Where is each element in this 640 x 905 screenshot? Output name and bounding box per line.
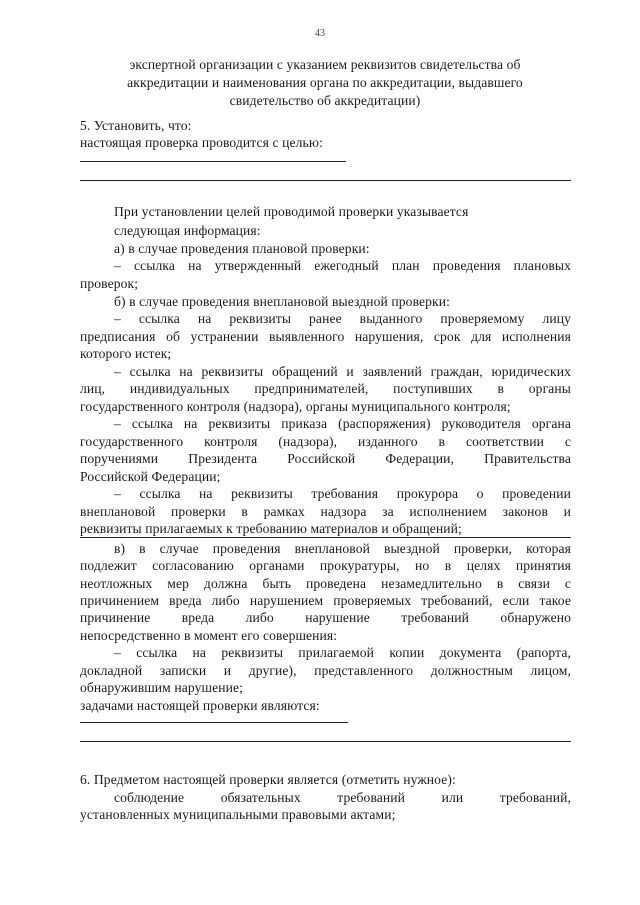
intro-line: экспертной организации с указанием реквизитов свидетельства об [129, 57, 521, 72]
goals-line: государственного контроля (надзора), изданного в соответствии с [80, 434, 571, 449]
goals-line: – ссылка на реквизиты ранее выданного проверяемому лицу [114, 311, 571, 326]
goals-line: – ссылка на утвержденный ежегодный план проведения плановых [114, 258, 571, 273]
section-6-line: установленных муниципальными правовыми актами; [80, 807, 396, 822]
goals-line: неотложных мер должна быть проведена незамедлительно в связи с [80, 576, 571, 591]
goals-line: причинением вреда либо нарушением проверяемых требований, если такое [80, 593, 571, 608]
section-5-heading: 5. Установить, что: [80, 118, 192, 133]
tasks-fill-line [80, 722, 348, 723]
section-6-line: соблюдение обязательных требований или требований, [114, 790, 571, 805]
goals-line: а) в случае проведения плановой проверки: [114, 241, 370, 256]
goals-line: – ссылка на реквизиты прилагаемой копии документа (рапорта, [114, 645, 571, 660]
purpose-label: настоящая проверка проводится с целью: [80, 135, 323, 150]
goals-line: в) в случае проведения внеплановой выездной проверки, которая [114, 541, 571, 556]
intro-line: свидетельство об аккредитации) [229, 93, 421, 108]
goals-line: поручениями Президента Российской Федерации, Правительства [80, 451, 571, 466]
goals-line: лиц, индивидуальных предпринимателей, поступивших в органы [80, 381, 571, 396]
goals-line: – ссылка на реквизиты обращений и заявлений граждан, юридических [114, 364, 571, 379]
tasks-fill-line-2 [80, 741, 571, 742]
goals-line: причинение вреда либо нарушение требований обнаружено [80, 610, 571, 625]
intro-line: аккредитации и наименования органа по аккредитации, выдавшего [127, 75, 523, 90]
goals-line: обнаружившим нарушение; [80, 680, 243, 695]
section-6-heading: 6. Предметом настоящей проверки является (отметить нужное): [80, 772, 456, 787]
tasks-label: задачами настоящей проверки являются: [80, 698, 320, 713]
goals-line: государственного контроля (надзора), органы муниципального контроля; [80, 399, 511, 414]
goals-line: проверок; [80, 276, 139, 291]
goals-line: которого истек; [80, 346, 172, 361]
goals-divider-line [80, 537, 571, 538]
purpose-fill-line-2 [80, 180, 571, 181]
goals-line: подлежит согласованию органами прокуратуры, но в целях принятия [80, 558, 571, 573]
goals-line: б) в случае проведения внеплановой выездной проверки: [114, 294, 451, 309]
goals-line: При установлении целей проводимой проверки указывается [114, 204, 469, 219]
goals-line: докладной записки и другие), представленного должностным лицом, [80, 663, 571, 678]
goals-line: внеплановой проверки в рамках надзора за исполнением законов и [80, 504, 571, 519]
goals-line: следующая информация: [114, 223, 261, 238]
goals-line: реквизиты прилагаемых к требованию материалов и обращений; [80, 521, 462, 536]
goals-line: – ссылка на реквизиты требования прокурора о проведении [114, 486, 571, 501]
goals-line: Российской Федерации; [80, 469, 221, 484]
page-number: 43 [315, 28, 325, 39]
goals-line: непосредственно в момент его совершения: [80, 628, 338, 643]
purpose-fill-line [80, 161, 346, 162]
goals-line: предписания об устранении выявленного нарушения, срок для исполнения [80, 329, 571, 344]
goals-line: – ссылка на реквизиты приказа (распоряжения) руководителя органа [114, 416, 571, 431]
